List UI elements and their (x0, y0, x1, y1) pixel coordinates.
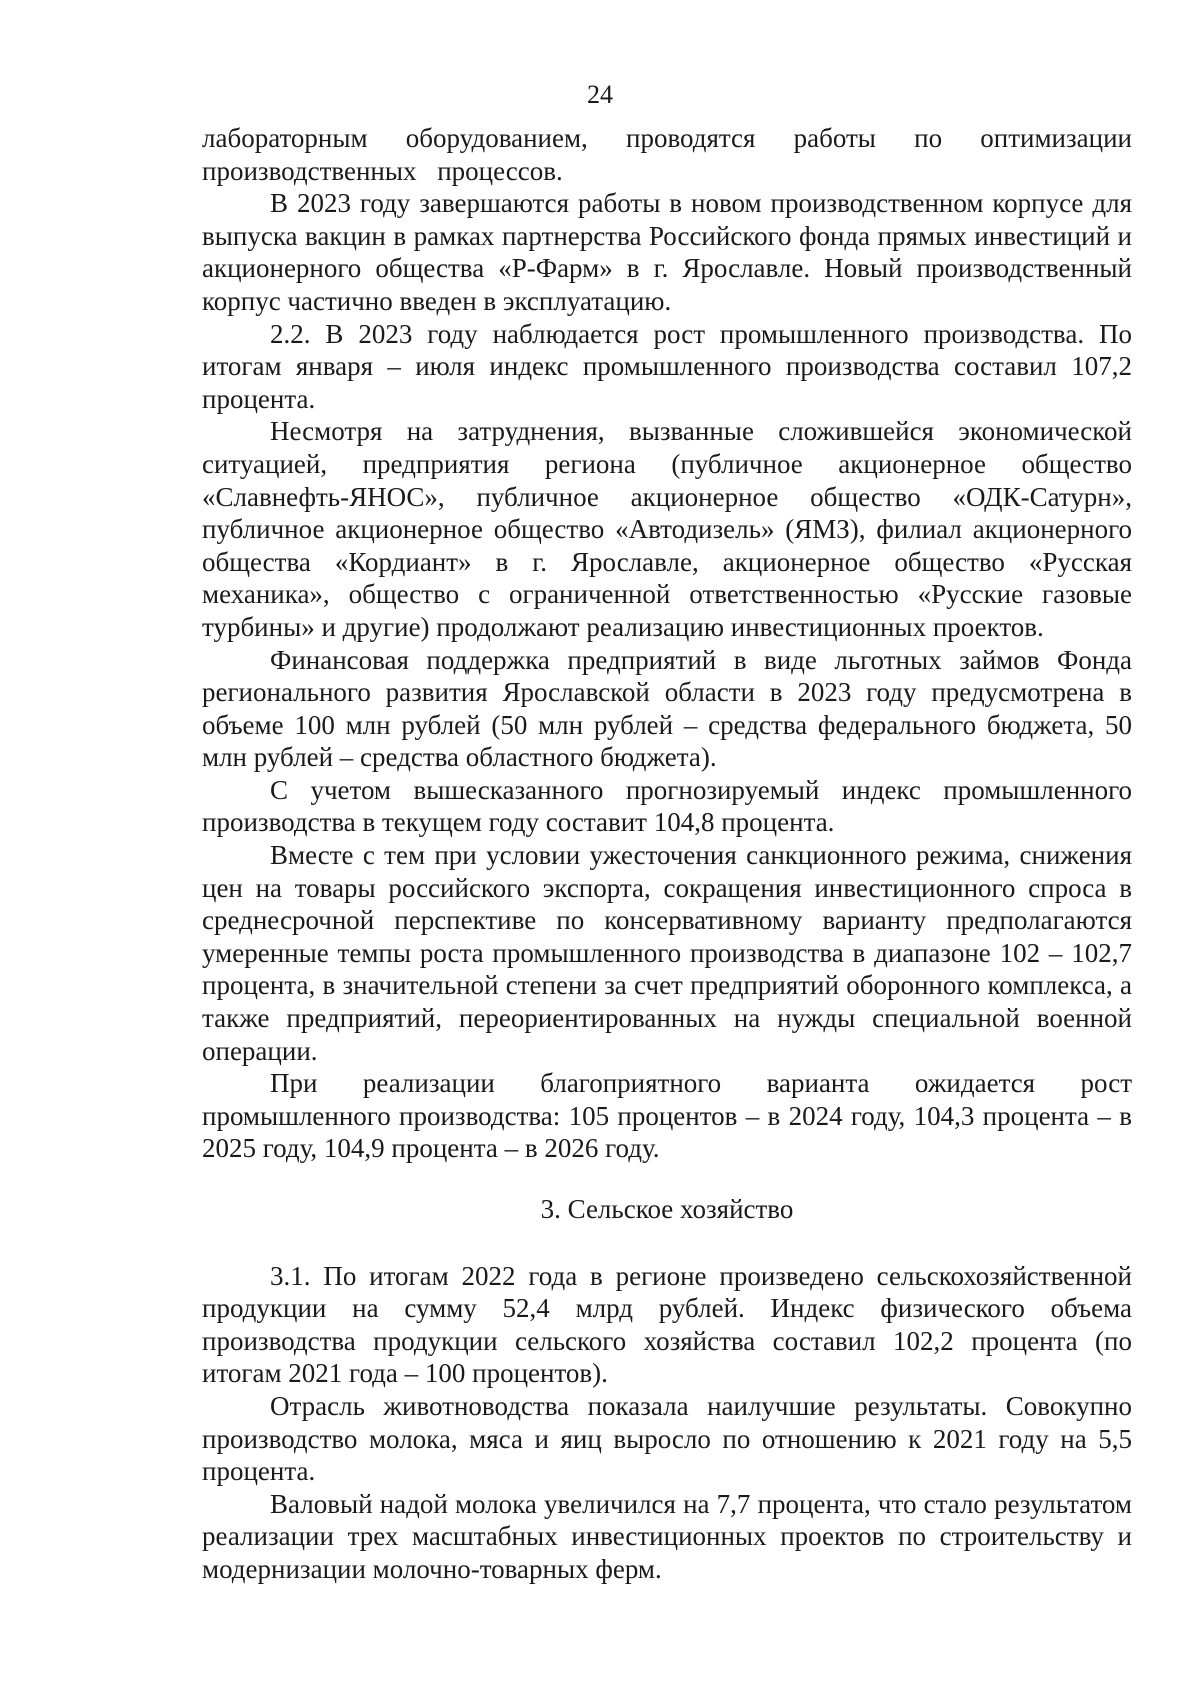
paragraph-enterprises: Несмотря на затруднения, вызванные сложившейся экономической ситуацией, предприятия региона (публичное акционерное общество «Славнефть-ЯНОС», публичное акционерное общество «ОДК-Сатурн», публичное акционерное общество «Автодизель» (ЯМЗ), филиал акционерного общества «Кордиант» в г. Ярославле, акционерное общество «Русская механика», общество с ограниченной ответственностью «Русские газовые турбины» и другие) продолжают реализацию инвестиционных проектов. (202, 416, 1132, 642)
paragraph-vaccine-plant: В 2023 году завершаются работы в новом производственном корпусе для выпуска вакцин в рамках партнерства Российского фонда прямых инвестиций и акционерного общества «Р-Фарм» в г. Ярославле. Новый производственный корпус частично введен в эксплуатацию. (202, 188, 1132, 316)
paragraph-milk-yield: Валовый надой молока увеличился на 7,7 процента, что стало результатом реализации трех масштабных инвестиционных проектов по строительству и модернизации молочно-товарных ферм. (202, 1488, 1132, 1584)
paragraph-forecast-index: С учетом вышесказанного прогнозируемый индекс промышленного производства в текущем году составит 104,8 процента. (202, 774, 1132, 838)
paragraph-livestock: Отрасль животноводства показала наилучшие результаты. Совокупно производство молока, мяса и яиц выросло по отношению к 2021 году на 5,5 процента. (202, 1390, 1132, 1487)
paragraph-agriculture-output: 3.1. По итогам 2022 года в регионе произведено сельскохозяйственной продукции на сумму 52,4 млрд рублей. Индекс физического объема производства продукции сельского хозяйства составил 102,2 процента (по итогам 2021 года – 100 процентов). (202, 1260, 1132, 1389)
paragraph-industrial-growth: 2.2. В 2023 году наблюдается рост промышленного производства. По итогам января – июля индекс промышленного производства составил 107,2 процента. (202, 318, 1132, 414)
section-heading: 3. Сельское хозяйство (540, 1194, 794, 1224)
paragraph-favorable-scenario: При реализации благоприятного варианта ожидается рост промышленного производства: 105 процентов – в 2024 году, 104,3 процента – в 2025 году, 104,9 процента – в 2026 году. (202, 1068, 1132, 1164)
paragraph-financial-support: Финансовая поддержка предприятий в виде льготных займов Фонда регионального развития Ярославской области в 2023 году предусмотрена в объеме 100 млн рублей (50 млн рублей – средства федерального бюджета, 50 млн рублей – средства областного бюджета). (202, 644, 1132, 773)
document-body (202, 122, 1132, 1586)
page-number: 24 (587, 80, 613, 109)
paragraph-continuation: лабораторным оборудованием, проводятся работы по оптимизации производственных процессов. (202, 123, 1132, 186)
paragraph-conservative-scenario: Вместе с тем при условии ужесточения санкционного режима, снижения цен на товары российского экспорта, сокращения инвестиционного спроса в среднесрочной перспективе по консервативному варианту предполагаются умеренные темпы роста промышленного производства в диапазоне 102 – 102,7 процента, в значительной степени за счет предприятий оборонного комплекса, а также предприятий, переориентированных на нужды специальной военной операции. (202, 840, 1132, 1066)
